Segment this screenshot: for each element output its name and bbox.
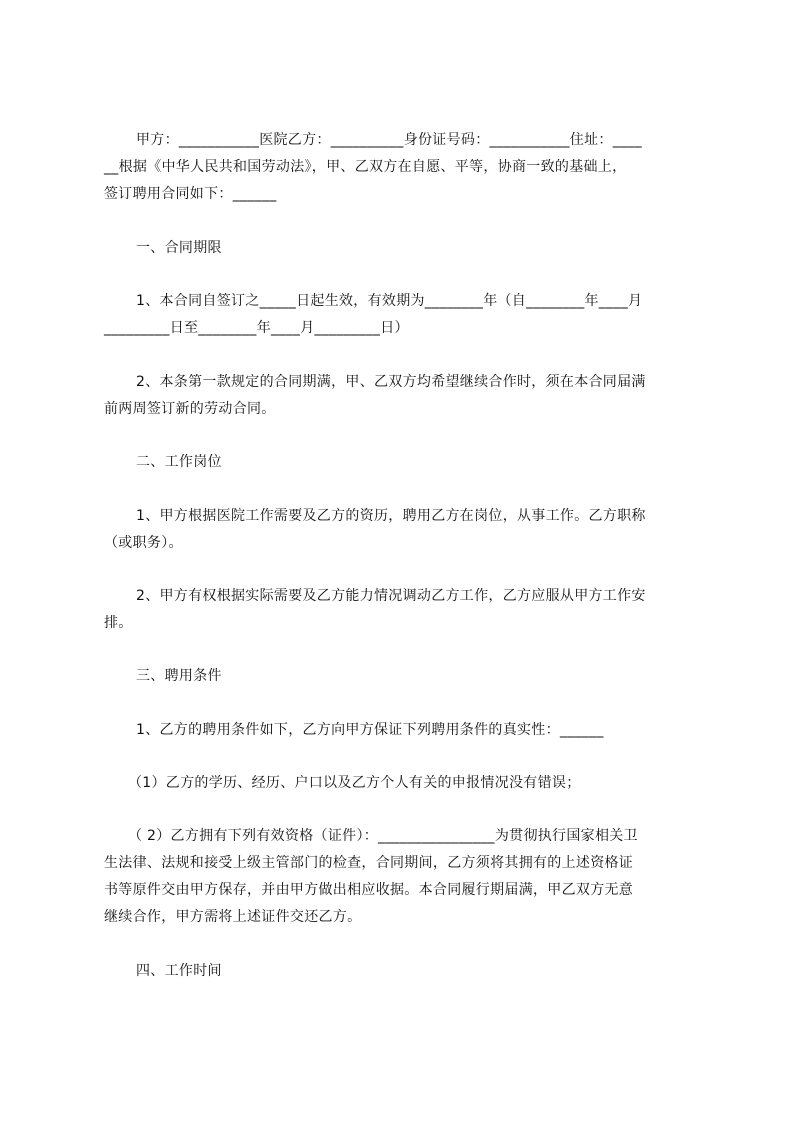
clause-1-1-line-1: 1、本合同自签订之_____日起生效，有效期为________年（自________年____月 [136,293,643,309]
clause-3-item-2-line-3: 书等原件交由甲方保存，并由甲方做出相应收据。本合同履行期届满，甲乙双方无意 [104,882,634,898]
clause-3-item-2-line-2: 生法律、法规和接受上级主管部门的检查，合同期间，乙方须将其拥有的上述资格证 [104,855,634,871]
clause-3-1: 1、乙方的聘用条件如下，乙方向甲方保证下列聘用条件的真实性：______ [136,722,604,738]
clause-2-1-line-2: （或职务）。 [104,535,183,551]
clause-3-item-2-line-1: （ 2）乙方拥有下列有效资格（证件）：________________为贯彻执行国家相关卫 [128,828,638,844]
clause-3-item-1: （1）乙方的学历、经历、户口以及乙方个人有关的申报情况没有错误； [128,775,581,791]
clause-1-2-line-2: 前两周签订新的劳动合同。 [104,401,276,417]
clause-2-1-line-1: 1、甲方根据医院工作需要及乙方的资历，聘用乙方在岗位，从事工作。乙方职称 [136,508,646,524]
preamble-line-1: 甲方：___________医院乙方：__________身份证号码：___________住址：____ [136,132,642,148]
section-heading-3: 三、聘用条件 [136,668,222,684]
clause-1-2-line-1: 2、本条第一款规定的合同期满，甲、乙双方均希望继续合作时，须在本合同届满 [136,374,646,390]
clause-2-2-line-1: 2、甲方有权根据实际需要及乙方能力情况调动乙方工作，乙方应服从甲方工作安 [136,588,646,604]
clause-3-item-2-line-4: 继续合作，甲方需将上述证件交还乙方。 [104,909,362,925]
preamble-line-3: 签订聘用合同如下：______ [104,186,277,202]
section-heading-2: 二、工作岗位 [136,454,222,470]
clause-2-2-line-2: 排。 [104,615,133,631]
clause-1-1-line-2: _________日至________年____月_________日） [104,320,409,336]
preamble-line-2: __根据《中华人民共和国劳动法》，甲、乙双方在自愿、平等，协商一致的基础上， [104,159,627,175]
section-heading-4: 四、工作时间 [136,963,222,979]
section-heading-1: 一、合同期限 [136,240,222,256]
